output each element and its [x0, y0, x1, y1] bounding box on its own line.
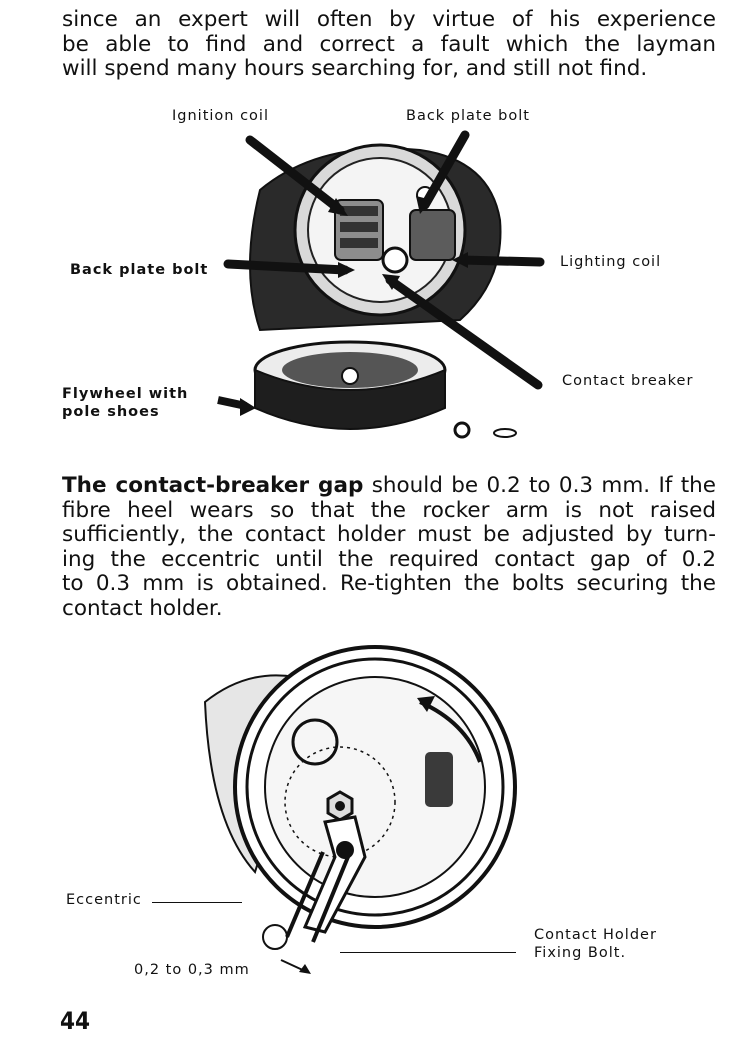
text-line: fibre heel wears so that the rocker arm is not raised [62, 497, 716, 523]
paragraph-intro [62, 8, 716, 82]
text-line: The contact-breaker gap should be 0.2 to 0.3 mm. If the [62, 473, 716, 498]
label-holder-line2: Fixing Bolt. [534, 945, 627, 961]
text-line: sufficiently, the contact holder must be adjusted by turn- [62, 522, 716, 547]
text-line: ing the eccentric until the required contact gap of 0.2 [62, 546, 716, 572]
leader-holder-bolt [340, 952, 516, 953]
text-line: will spend many hours searching for, and still not find. [62, 56, 648, 81]
text-line: be able to find and correct a fault which the layman [62, 31, 716, 57]
lead-heading: The contact-breaker gap [62, 473, 364, 498]
arrow-lighting-coil [462, 260, 540, 262]
text-line: contact holder. [62, 595, 223, 621]
page-number: 44 [60, 1007, 91, 1035]
magneto-illustration [200, 130, 560, 450]
contact-breaker-illustration [195, 642, 535, 982]
label-ignition-coil: Ignition coil [172, 108, 269, 124]
leader-eccentric [152, 902, 242, 903]
label-contact-breaker: Contact breaker [562, 373, 694, 389]
text-line: to 0.3 mm is obtained. Re-tighten the bolts securing the [62, 571, 716, 596]
label-flywheel-line1: Flywheel with [62, 386, 189, 402]
label-back-plate-bolt-left: Back plate bolt [70, 262, 209, 278]
arrow-back-plate-bolt-left [228, 264, 345, 270]
label-lighting-coil: Lighting coil [560, 254, 662, 270]
label-gap: 0,2 to 0,3 mm [134, 962, 250, 978]
text-line: since an expert will often by virtue of his experience [62, 7, 716, 32]
paragraph-contact-gap [62, 474, 716, 621]
label-holder-line1: Contact Holder [534, 927, 657, 943]
label-flywheel-line2: pole shoes [62, 404, 160, 420]
label-back-plate-bolt-top: Back plate bolt [406, 108, 530, 124]
label-eccentric: Eccentric [66, 892, 142, 908]
